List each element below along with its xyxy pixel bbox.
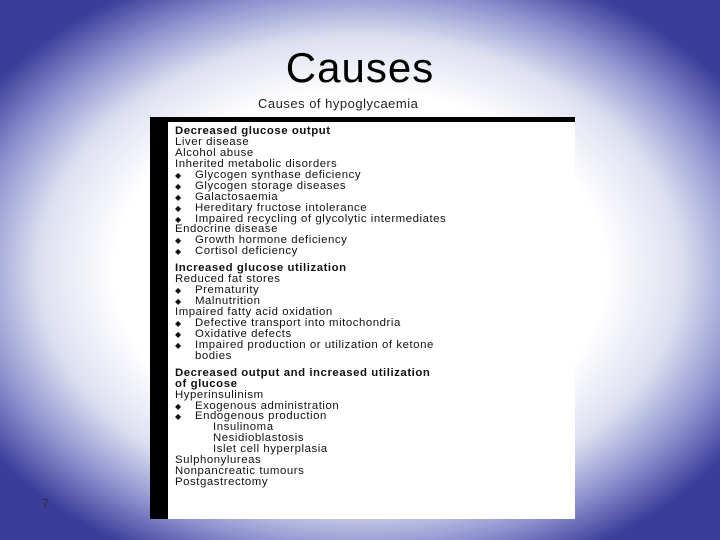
section-heading: Decreased glucose output: [175, 125, 331, 137]
section-decreased-output: [175, 137, 570, 257]
bullet-item: ◆ Growth hormone deficiency: [175, 235, 570, 246]
slide-title: Causes: [285, 44, 435, 91]
section-heading-continued: of glucose: [175, 377, 238, 390]
list-item: Endocrine disease: [175, 223, 279, 236]
section-heading: Increased glucose utilization: [175, 262, 347, 275]
sub-item: Nesidioblastosis: [213, 432, 305, 445]
list-item: Nonpancreatic tumours: [175, 465, 305, 478]
list-item: Impaired fatty acid oxidation: [175, 306, 333, 318]
bullet-item: ◆ Prematurity: [175, 285, 570, 296]
bullet-item: ◆ Endogenous production: [175, 411, 570, 422]
bullet-item: ◆ Glycogen storage diseases: [175, 181, 570, 192]
bullet-item: ◆ Galactosaemia: [175, 192, 570, 203]
bullet-item: ◆ Exogenous administration: [175, 401, 570, 412]
bullet-item: ◆ Glycogen synthase deficiency: [175, 170, 570, 181]
list-item: Alcohol abuse: [175, 146, 254, 159]
bullet-item: ◆ Oxidative defects: [175, 329, 570, 340]
list-item: Postgastrectomy: [175, 476, 269, 489]
section-increased-utilization: [175, 274, 570, 362]
figure-caption: Causes of hypoglycaemia: [258, 96, 419, 111]
causes-list: [175, 126, 570, 488]
page-number: 7: [42, 496, 50, 511]
section-both: [175, 390, 570, 488]
bullet-item: ◆ Cortisol deficiency: [175, 246, 570, 257]
scan-left-border: [150, 117, 168, 519]
bullet-item: ◆ Hereditary fructose intolerance: [175, 203, 570, 214]
scan-top-border: [150, 117, 575, 122]
sub-item: Insulinoma: [213, 421, 274, 434]
bullet-item: ◆ Impaired production or utilization of ketone: [175, 340, 570, 351]
list-item: Sulphonylureas: [175, 454, 262, 467]
bullet-item: ◆ Defective transport into mitochondria: [175, 318, 570, 329]
section-heading: Decreased output and increased utilization: [175, 366, 431, 379]
sub-item: Islet cell hyperplasia: [213, 443, 328, 456]
bullet-item: ◆ Malnutrition: [175, 296, 570, 307]
list-item: Reduced fat stores: [175, 273, 281, 286]
list-item: Hyperinsulinism: [175, 388, 264, 401]
bullet-item: ◆ Impaired recycling of glycolytic intermediates: [175, 214, 570, 225]
list-item: Liver disease: [175, 135, 250, 148]
list-item: Inherited metabolic disorders: [175, 157, 338, 170]
bullet-item-continued: bodies: [195, 349, 232, 362]
